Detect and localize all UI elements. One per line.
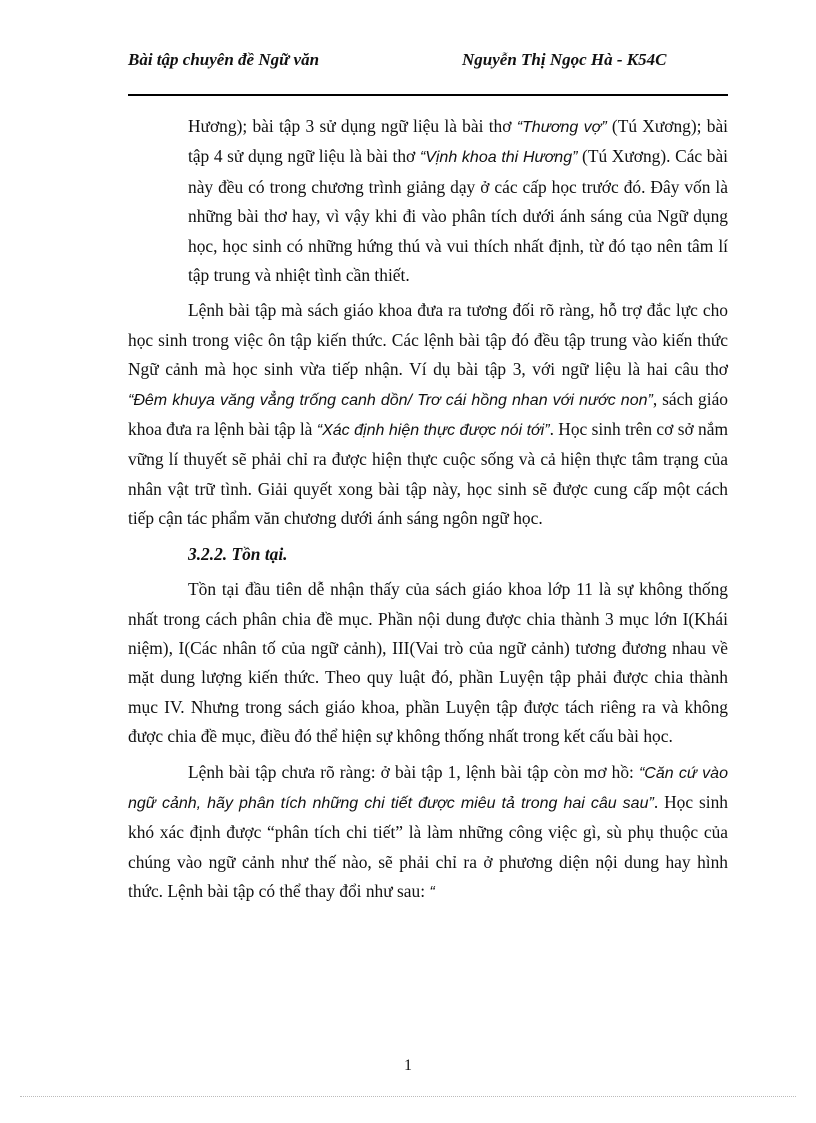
text-run: , sách giáo khoa đưa ra lệnh bài tập là [128,388,728,440]
page-header [128,50,728,96]
quote-mark: “ [429,884,435,902]
quote-command: “Căn cứ vào ngữ cảnh, hãy phân tích những chi tiết được miêu tả trong hai câu sau” [128,764,728,812]
page-number: 1 [404,1057,412,1074]
header-course-title: Bài tập chuyên đề Ngữ văn [128,50,320,69]
page-break-divider [20,1096,796,1097]
text-run: Lệnh bài tập mà sách giáo khoa đưa ra tương đối rõ ràng, hỗ trợ đắc lực cho học sinh trong việc ôn tập kiến thức. Các lệnh bài tập đó đều tập trung vào kiến thức Ngữ cảnh mà học sinh vừa tiếp nhận. Ví dụ bài tập 3, với ngữ liệu là hai câu thơ [128,300,728,380]
quote-verse: “Đêm khuya văng vẳng trống canh dồn/ Trơ cái hồng nhan với nước non” [128,391,653,409]
document-body [128,112,728,914]
text-run: Lệnh bài tập chưa rõ ràng: ở bài tập 1, lệnh bài tập còn mơ hồ: [188,761,639,782]
section-heading: 3.2.2. Tồn tại. [188,543,288,564]
quote-title: “Vịnh khoa thi Hương” [419,149,578,167]
paragraph-2 [128,296,728,533]
quote-title: “Thương vợ” [516,119,607,136]
paragraph-3: Tồn tại đầu tiên dễ nhận thấy của sách giáo khoa lớp 11 là sự không thống nhất trong cách phân chia đề mục. Phần nội dung được chia thành 3 mục lớn I(Khái niệm), I(Các nhân tố của ngữ cảnh), III(Vai trò của ngữ cảnh) tương đương nhau về mặt dung lượng kiến thức. Theo quy luật đó, phần Luyện tập phải được chia thành mục IV. Nhưng trong sách giáo khoa, phần Luyện tập được tách riêng ra và không được chia đề mục, điều đó thể hiện sự không thống nhất trong kết cấu bài học. [128,579,728,747]
text-run: Hương); bài tập 3 sử dụng ngữ liệu là bài thơ [188,116,517,136]
header-author: Nguyễn Thị Ngọc Hà - K54C [462,50,667,69]
text-run: . Học sinh trên cơ sở nắm vững lí thuyết sẽ phải chỉ ra được hiện thực cuộc sống và cả hiện thực tâm trạng của nhân vật trữ tình. Giải quyết xong bài tập này, học sinh sẽ được cung cấp một cách tiếp cận tác phẩm văn chương dưới ánh sáng ngôn ngữ học. [128,419,728,529]
text-run: . Học sinh khó xác định được “phân tích chi tiết” là làm những công việc gì, sù phụ thuộc của chúng vào ngữ cảnh như thế nào, sẽ phải chỉ ra ở phương diện nội dung hay hình thức. Lệnh bài tập có thể thay đổi như sau: [128,791,729,902]
text-run: (Tú Xương); bài tập 4 sử dụng ngữ liệu là bài thơ [188,116,729,167]
paragraph-1 [128,112,728,290]
text-run: (Tú Xương). Các bài này đều có trong chương trình giảng dạy ở các cấp học trước đó. Đây vốn là những bài thơ hay, vì vậy khi đi vào phân tích dưới ánh sáng của Ngữ dụng học, học sinh có những hứng thú và vui thích nhất định, từ đó tạo nên tâm lí tập trung và nhiệt tình cần thiết. [188,146,728,286]
paragraph-4 [128,758,728,908]
quote-command: “Xác định hiện thực được nói tới” [316,422,550,440]
